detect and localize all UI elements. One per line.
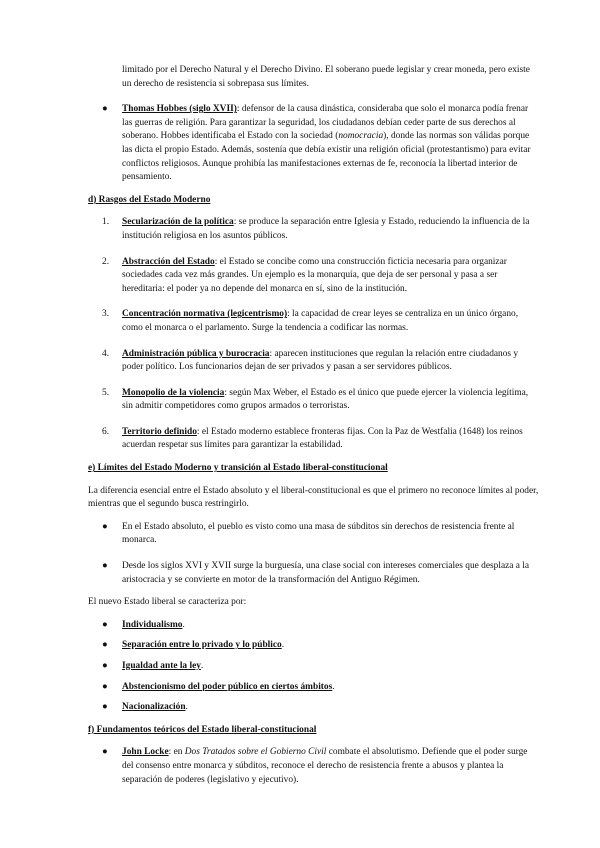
hobbes-term: nomocracia xyxy=(338,131,384,142)
list-number: 6. xyxy=(102,426,110,437)
intro-continuation-text: limitado por el Derecho Natural y el Derecho Divino. El soberano puede legislar y crear moneda, pero existe un derecho de resistencia si sobrepasa sus límites. xyxy=(122,65,530,89)
bullet-text: Desde los siglos XVI y XVII surge la burguesía, una clase social con intereses comerciales que desplaza a la aristocracia y se convierte en motor de la transformación del Antiguo Régimen. xyxy=(122,561,530,585)
list-item-term: Concentración normativa (legicentrismo) xyxy=(122,309,288,320)
feature-item: ● Nacionalización. xyxy=(88,701,540,715)
list-number: 2. xyxy=(102,256,110,267)
bullet-dot-icon: ● xyxy=(102,561,108,572)
list-item-1 xyxy=(88,216,540,243)
locke-name: John Locke xyxy=(122,747,169,758)
section-e-intro: La diferencia esencial entre el Estado absoluto y el liberal-constitucional es que el primero no reconoce límites al poder, mientras que el segundo busca restringirlo. xyxy=(88,485,539,510)
list-item-text: : aparecen instituciones que regulan la relación entre ciudadanos y poder político. Los funcionarios dejan de ser privados y pasan a ser servidores públicos. xyxy=(122,348,519,373)
hobbes-text-b: ), donde las normas son válidas porque las dicta el propio Estado. Además, sostenía que debía existir una religión oficial (protestantismo) para evitar conflictos religiosos. Aunque prohibía las manifestaciones externas de fe, reconocía la libertad interior de pensamiento. xyxy=(122,131,531,183)
list-item-text: : el Estado se concibe como una construcción ficticia necesaria para organizar sociedades cada vez más grandes. Un ejemplo es la monarquía, que deja de ser personal y pasa a ser hereditaria: el poder ya no depende del monarca en sí, sino de la institución. xyxy=(122,256,507,294)
hobbes-text-a: : defensor de la causa dinástica, consideraba que solo el monarca podía frenar las guerras de religión. Para garantizar la seguridad, los ciudadanos debían ceder parte de sus derechos al soberano. Hobbes identificaba el Estado con la sociedad ( xyxy=(122,104,529,142)
section-d-heading: d) Rasgos del Estado Moderno xyxy=(88,194,211,205)
bullet-locke xyxy=(88,746,540,787)
feature-label: Igualdad ante la ley xyxy=(122,661,201,671)
list-item-term: Secularización de la política xyxy=(122,217,234,228)
intro-continuation xyxy=(88,64,540,91)
feature-item: ● Separación entre lo privado y lo público. xyxy=(88,639,540,653)
bullet-dot-icon: ● xyxy=(102,702,108,713)
feature-label: Separación entre lo privado y lo público xyxy=(122,640,282,651)
list-item-3 xyxy=(88,308,540,335)
list-item-2 xyxy=(88,256,540,297)
list-number: 3. xyxy=(102,309,110,320)
list-item-term: Monopolio de la violencia xyxy=(122,387,225,398)
feature-label: Nacionalización xyxy=(122,702,186,713)
list-number: 1. xyxy=(102,217,110,228)
list-number: 5. xyxy=(102,387,110,398)
section-e-heading: e) Límites del Estado Moderno y transición al Estado liberal-constitucional xyxy=(88,463,388,474)
feature-item: ● Abstencionismo del poder público en ciertos ámbitos. xyxy=(88,681,540,695)
list-item-5 xyxy=(88,387,540,414)
bullet-text: En el Estado absoluto, el pueblo es visto como una masa de súbditos sin derechos de resistencia frente al monarca. xyxy=(122,521,515,546)
list-item-term: Abstracción del Estado xyxy=(122,256,215,267)
locke-text: combate el absolutismo. Defiende que el poder surge del consenso entre monarca y súbditos, reconoce el derecho de resistencia frente a abusos y plantea la separación de poderes (legislativo y ejecutivo). xyxy=(122,747,528,785)
bullet-dot-icon: ● xyxy=(102,681,108,692)
list-item-text: : según Max Weber, el Estado es el único que puede ejercer la violencia legítima, sin admitir competidores como grupos armados o terroristas. xyxy=(122,387,529,412)
list-item-6 xyxy=(88,426,540,453)
list-item-text: : el Estado moderno establece fronteras fijas. Con la Paz de Westfalia (1648) los reinos acuerdan respetar sus límites para garantizar la estabilidad. xyxy=(122,426,523,451)
list-item-4 xyxy=(88,348,540,375)
bullet-dot-icon: ● xyxy=(102,640,108,651)
feature-item: ● Igualdad ante la ley. xyxy=(88,660,540,674)
locke-book-title: Dos Tratados sobre el Gobierno Civil xyxy=(184,747,327,758)
bullet-bourgeoisie xyxy=(88,560,540,587)
list-item-term: Territorio definido xyxy=(122,426,197,437)
section-f-heading: f) Fundamentos teóricos del Estado liberal-constitucional xyxy=(88,724,317,735)
list-item-text: : la capacidad de crear leyes se centraliza en un único órgano, como el monarca o el parlamento. Surge la tendencia a codificar las normas. xyxy=(122,309,519,333)
liberal-intro: El nuevo Estado liberal se caracteriza por: xyxy=(88,597,247,608)
list-item-text: : se produce la separación entre Iglesia y Estado, reduciendo la influencia de la institución religiosa en los asuntos públicos. xyxy=(122,217,530,241)
locke-pre: : en xyxy=(168,747,185,758)
bullet-dot-icon: ● xyxy=(102,521,108,532)
feature-item: ● Individualismo. xyxy=(88,619,540,633)
bullet-dot-icon: ● xyxy=(102,661,108,671)
bullet-absolute-state xyxy=(88,521,540,548)
list-item-term: Administración pública y burocracia xyxy=(122,348,270,359)
list-number: 4. xyxy=(102,348,110,359)
bullet-dot-icon: ● xyxy=(102,619,108,630)
bullet-dot-icon: ● xyxy=(102,747,108,758)
feature-label: Individualismo xyxy=(122,619,183,630)
bullet-hobbes xyxy=(88,103,540,185)
hobbes-name: Thomas Hobbes (siglo XVII) xyxy=(122,104,237,115)
feature-label: Abstencionismo del poder público en ciertos ámbitos xyxy=(122,681,333,692)
bullet-dot-icon: ● xyxy=(102,104,108,115)
